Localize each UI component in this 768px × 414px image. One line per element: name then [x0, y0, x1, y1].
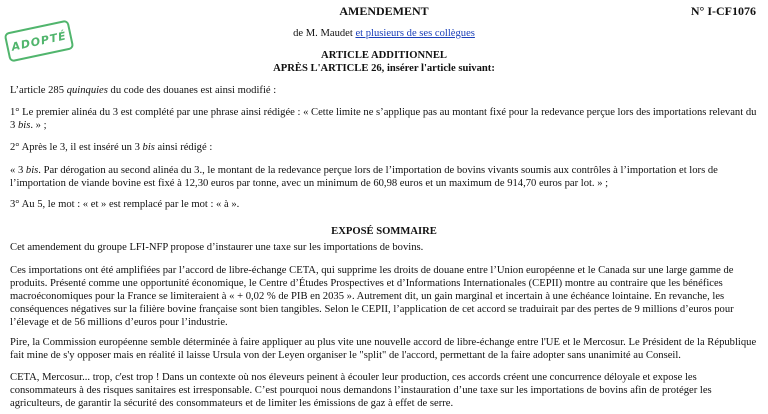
amendment-item-2: 2° Après le 3, il est inséré un 3 bis ainsi rédigé : — [10, 142, 213, 153]
expose-paragraph-2: Ces importations ont été amplifiées par l’accord de libre-échange CETA, qui supprime les droits de douane entre l’Union européenne et le Canada sur une large gamme de produits. Présenté comme une opportunité économique, le Centre d’Études Prospectives et d’Informations Internationales (CEPII) montre au contraire que les bénéfices macroéconomiques pour la France se limiteraient à « + 0,02 % de PIB en 2035 ». Autrement dit, un gain marginal et incertain à une échéance lointaine. En revanche, les conséquences négatives sur la filière bovine française sont bien tangibles. Selon le CEPII, l’application de cet accord se traduirait par des pertes de 9 millions d’euros pour l’élevage et de 56 millions d’euros pour l’industrie. — [10, 265, 734, 328]
article-heading: ARTICLE ADDITIONNEL — [321, 50, 447, 61]
co-authors-link[interactable]: et plusieurs de ses collègues — [355, 28, 475, 39]
article-instruction: APRÈS L'ARTICLE 26, insérer l'article suivant: — [273, 63, 495, 74]
intro-paragraph: L’article 285 quinquies du code des douanes est ainsi modifié : — [10, 85, 277, 96]
expose-paragraph-4: CETA, Mercosur... trop, c'est trop ! Dans un contexte où nos éleveurs peinent à écouler leur production, ces accords créent une concurrence déloyale et expose les consommateurs à des risques sanitaires est irresponsable. C’est pourquoi nous demandons l’instauration d’une taxe sur les importations de bovins afin de protéger les agriculteurs, de garantir la sécurité des consommateurs et de limiter les émissions de gaz à effet de serre. — [10, 372, 712, 409]
amendment-title: AMENDEMENT — [339, 4, 429, 18]
amendment-item-1: 1° Le premier alinéa du 3 est complété par une phrase ainsi rédigée : « Cette limite ne s’applique pas au montant fixé pour la redevance perçue lors des importations relevant du 3 bis. » ; — [10, 107, 757, 131]
expose-heading: EXPOSÉ SOMMAIRE — [331, 226, 437, 237]
amendment-item-3: 3° Au 5, le mot : « et » est remplacé par le mot : « à ». — [10, 199, 240, 210]
author-name: de M. Maudet — [293, 28, 356, 39]
author-line — [0, 27, 768, 40]
adopted-stamp: ADOPTÉ — [4, 19, 75, 62]
amendment-number: N° I-CF1076 — [690, 4, 756, 18]
expose-paragraph-3: Pire, la Commission européenne semble déterminée à faire appliquer au plus vite une nouvelle accord de libre-échange entre l'UE et le Mercosur. Le Président de la République fait mine de s'y opposer mais en réalité il laisse Ursula von der Leyen organiser le "split" de l'accord, permettant de la faire adopter sans unanimité au Conseil. — [10, 337, 757, 361]
expose-paragraph-1: Cet amendement du groupe LFI-NFP propose d’instaurer une taxe sur les importations de bovins. — [10, 242, 424, 253]
amendment-item-3bis: « 3 bis. Par dérogation au second alinéa du 3., le montant de la redevance perçue lors de l’importation de bovins vivants soumis aux contrôles à l’importation et lors de l’importation de viande bovine est fixé à 12,30 euros par tonne, avec un minimum de 60,98 euros et un maximum de 914,70 euros par lot. » ; — [10, 165, 718, 189]
